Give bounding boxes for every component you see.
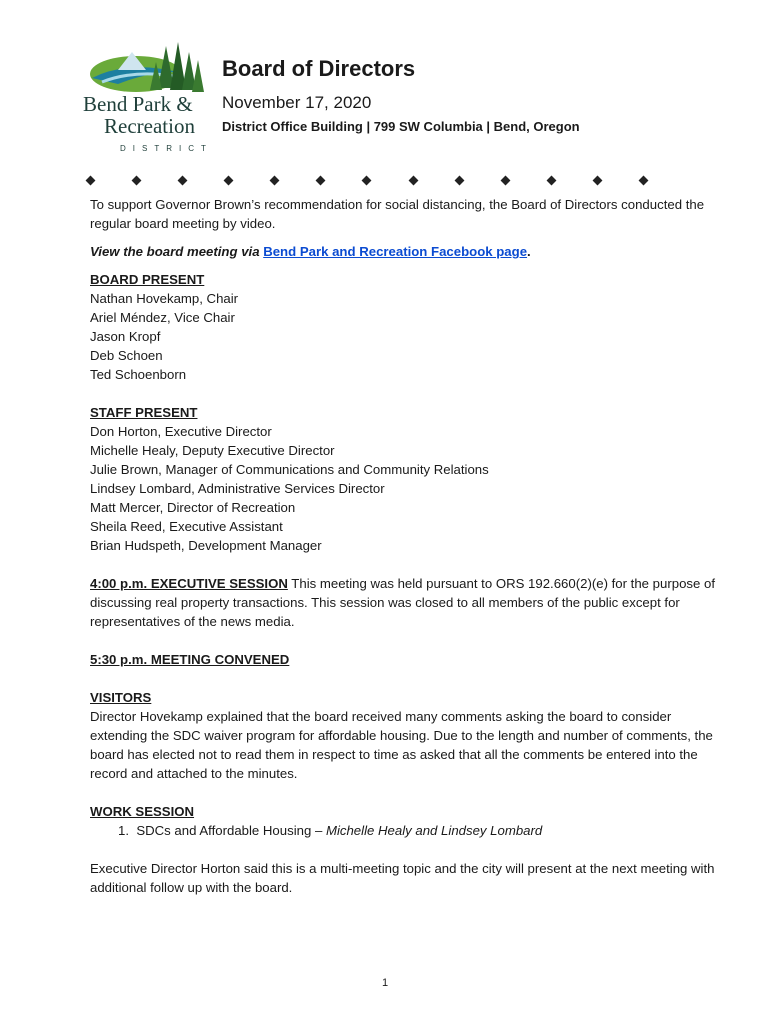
staff-member: Matt Mercer, Director of Recreation [90, 500, 296, 515]
executive-heading: 4:00 p.m. EXECUTIVE SESSION [90, 576, 288, 591]
diamond-icon [454, 176, 464, 186]
meeting-location: District Office Building | 799 SW Columbia | Bend, Oregon [222, 119, 580, 134]
diamond-icon [546, 176, 556, 186]
board-member: Deb Schoen [90, 348, 163, 363]
diamond-icon [178, 176, 188, 186]
view-prefix: View the board meeting via [90, 244, 264, 259]
meeting-date: November 17, 2020 [222, 93, 372, 112]
diamond-icon [362, 176, 372, 186]
logo-line-2: Recreation [104, 114, 195, 138]
work-session-heading: WORK SESSION [90, 804, 195, 819]
board-member: Nathan Hovekamp, Chair [90, 291, 239, 306]
trees-river-icon [88, 38, 208, 100]
diamond-divider [87, 177, 647, 184]
staff-member: Julie Brown, Manager of Communications and Community Relations [90, 462, 489, 477]
executive-text: This meeting was held pursuant to ORS 192.660(2)(e) for the purpose of discussing real property transactions. This session was closed to all members of the public except for representatives of the news media. [90, 576, 715, 629]
view-suffix: . [527, 244, 531, 259]
convened-heading: 5:30 p.m. MEETING CONVENED [90, 652, 290, 667]
page-title: Board of Directors [222, 56, 416, 81]
logo-line-3: DISTRICT [120, 144, 213, 153]
staff-member: Michelle Healy, Deputy Executive Director [90, 443, 335, 458]
diamond-icon [316, 176, 326, 186]
diamond-icon [270, 176, 280, 186]
board-heading: BOARD PRESENT [90, 272, 205, 287]
staff-member: Brian Hudspeth, Development Manager [90, 538, 322, 553]
visitors-heading: VISITORS [90, 690, 152, 705]
work-item-title: SDCs and Affordable Housing – [136, 823, 326, 838]
staff-member: Don Horton, Executive Director [90, 424, 272, 439]
diamond-icon [638, 176, 648, 186]
diamond-icon [132, 176, 142, 186]
board-member: Ted Schoenborn [90, 367, 187, 382]
executive-session [90, 574, 725, 631]
work-item-presenters: Michelle Healy and Lindsey Lombard [325, 823, 543, 838]
staff-heading: STAFF PRESENT [90, 405, 198, 420]
diamond-icon [500, 176, 510, 186]
staff-member: Lindsey Lombard, Administrative Services Director [90, 481, 385, 496]
board-member: Ariel Méndez, Vice Chair [90, 310, 235, 325]
page-number: 1 [381, 977, 389, 989]
diamond-icon [408, 176, 418, 186]
visitors-text: Director Hovekamp explained that the board received many comments asking the board to consider extending the SDC waiver program for affordable housing. Due to the length and number of comments, the board has elected not to read them in respect to time as asked that all the comments be entered into the record and attached to the minutes. [90, 709, 713, 781]
minutes-body [90, 195, 725, 897]
diamond-icon [592, 176, 602, 186]
view-meeting-line [90, 242, 725, 261]
work-item-number: 1. [118, 823, 129, 838]
facebook-link[interactable]: Bend Park and Recreation Facebook page [263, 244, 528, 259]
work-item [90, 821, 725, 840]
bprd-logo [80, 38, 215, 153]
diamond-icon [224, 176, 234, 186]
logo-line-1: Bend Park & [83, 92, 193, 116]
diamond-icon [86, 176, 96, 186]
staff-member: Sheila Reed, Executive Assistant [90, 519, 283, 534]
intro-text: To support Governor Brown’s recommendation for social distancing, the Board of Directors conducted the regular board meeting by video. [90, 197, 705, 231]
work-session-text: Executive Director Horton said this is a multi-meeting topic and the city will present at the next meeting with additional follow up with the board. [90, 861, 715, 895]
board-member: Jason Kropf [90, 329, 161, 344]
